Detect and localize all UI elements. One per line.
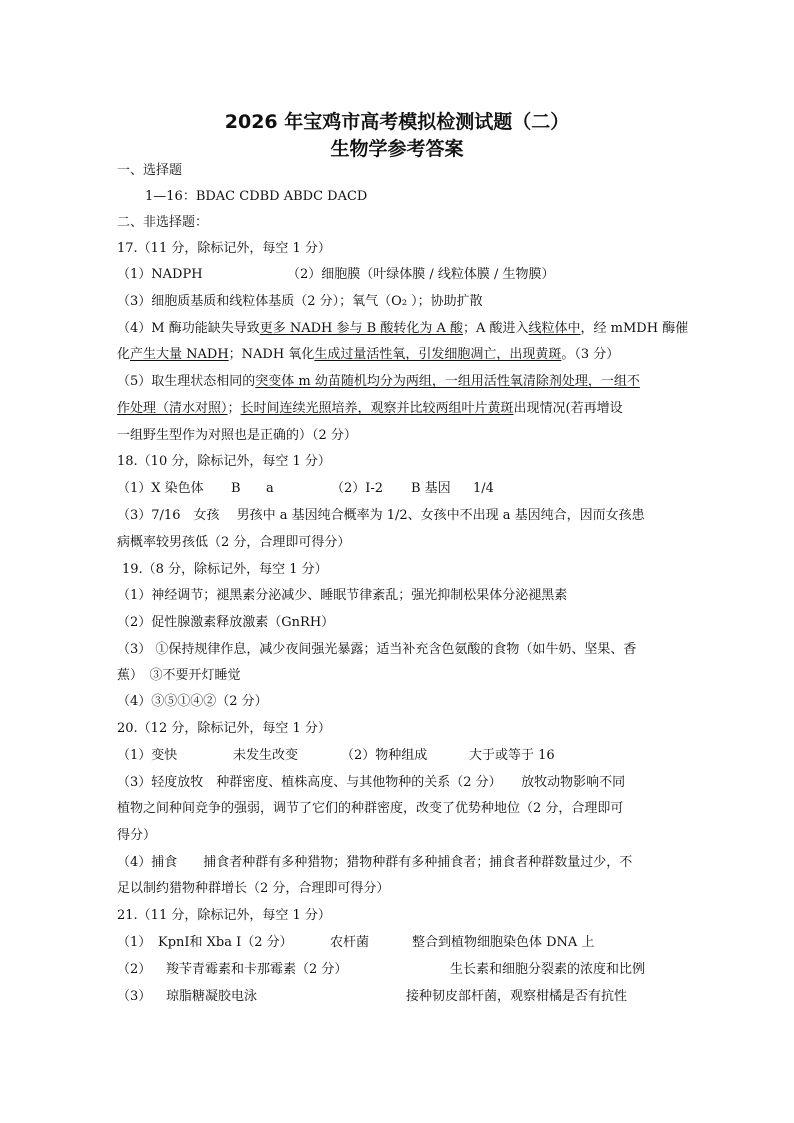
text-span: 生长素和细胞分裂素的浓度和比例	[450, 962, 646, 977]
text-span: 琼脂糖凝胶电泳	[166, 989, 258, 1004]
q18-answer-3: （3）7/16 女孩 男孩中 a 基因纯合概率为 1/2、女孩中不出现 a 基因纯合，因而女孩患	[117, 508, 645, 523]
q17-answer-3: （3）细胞质基质和线粒体基质（2 分）；氧气（O₂ ）；协助扩散	[117, 294, 483, 309]
text-span: B	[231, 481, 241, 496]
underlined-text: 线粒体中	[528, 321, 581, 336]
q20-answer-3-cont: 植物之间种间竞争的强弱，调节了它们的种群密度，改变了优势种地位（2 分，合理即可	[117, 801, 624, 816]
text-span: （1）X 染色体	[117, 481, 204, 496]
q20-answer-4-cont: 足以制约猎物种群增长（2 分，合理即可得分）	[117, 881, 390, 896]
q19-answer-1: （1）神经调节；褪黑素分泌减少、睡眠节律紊乱；强光抑制松果体分泌褪黑素	[117, 588, 568, 603]
q19-answer-2: （2）促性腺激素释放激素（GnRH）	[117, 615, 335, 630]
text-span: 大于或等于 16	[469, 748, 555, 763]
text-span: ，经 mMDH 酶催	[580, 321, 689, 336]
text-span: 。（3 分）	[561, 347, 620, 362]
q20-answer-3: （3）轻度放牧 种群密度、植株高度、与其他物种的关系（2 分） 放牧动物影响不同	[117, 775, 626, 790]
choice-answers: 1—16：BDAC CDBD ABDC DACD	[145, 189, 368, 204]
text-span: 接种韧皮部杆菌，观察柑橘是否有抗性	[406, 989, 628, 1004]
text-span: ；NADH 氧化	[228, 347, 315, 362]
q18-answer-3-cont: 病概率较男孩低（2 分，合理即可得分）	[117, 535, 351, 550]
text-span: 整合到植物细胞染色体 DNA 上	[412, 935, 595, 950]
text-span: 羧苄青霉素和卡那霉素（2 分）	[166, 962, 348, 977]
text-span: 1/4	[473, 481, 494, 496]
text-span: （3）	[117, 989, 152, 1004]
document-subtitle: 生物学参考答案	[330, 138, 464, 160]
q21-answer-1	[117, 934, 594, 952]
q21-answer-2	[117, 961, 645, 979]
document-title: 2026 年宝鸡市高考模拟检测试题（二）	[224, 111, 570, 133]
text-span: （5）取生理状态相同的	[117, 374, 256, 389]
q17-answer-4	[117, 320, 688, 338]
q21-heading: 21.（11 分，除标记外，每空 1 分）	[117, 908, 331, 923]
text-span: （4）M 酶功能缺失导致	[117, 321, 260, 336]
text-span: 出现情况(若再增设	[513, 401, 623, 416]
q20-answer-3-end: 得分）	[117, 828, 157, 843]
text-span: KpnⅠ和 Xba Ⅰ（2 分）	[158, 935, 293, 950]
text-span: B 基因	[411, 481, 451, 496]
q19-answer-3-cont: 蕉） ③不要开灯睡觉	[117, 668, 241, 683]
text-span: （2）	[117, 962, 152, 977]
q17-heading: 17.（11 分，除标记外，每空 1 分）	[117, 241, 331, 256]
q17-answer-5	[117, 373, 640, 391]
text-span: （1）变快	[117, 748, 178, 763]
q19-answer-4: （4）③⑤①④②（2 分）	[117, 694, 268, 709]
section-heading-choice: 一、选择题	[117, 163, 183, 178]
q20-heading: 20.（12 分，除标记外，每空 1 分）	[117, 721, 331, 736]
underlined-text: 长时间连续光照培养，观察并比较两组叶片黄斑	[240, 401, 514, 416]
text-span: （2）物种组成	[341, 748, 428, 763]
text-span: a	[266, 481, 274, 496]
underlined-text: 作处理（清水对照）	[117, 401, 228, 416]
q17-answer-1: （1）NADPH	[117, 267, 203, 282]
q18-answer-1	[117, 480, 494, 498]
q20-answer-1	[117, 747, 555, 765]
q21-answer-3	[117, 988, 627, 1006]
underlined-text: 更多 NADH 参与 B 酸转化为 A 酸	[259, 321, 463, 336]
underlined-text: 产生大量 NADH	[130, 347, 229, 362]
text-span: 农杆菌	[330, 935, 370, 950]
q17-answer-4-cont	[117, 346, 619, 364]
underlined-text: 生成过量活性氧，引发细胞凋亡，出现黄斑	[314, 347, 562, 362]
text-span: （2）Ⅰ-2	[331, 481, 384, 496]
text-span: 化	[117, 347, 131, 362]
text-span: 未发生改变	[233, 748, 299, 763]
q19-answer-3: （3） ①保持规律作息，减少夜间强光暴露；适当补充含色氨酸的食物（如牛奶、坚果、香	[117, 642, 637, 657]
q18-heading: 18.（10 分，除标记外，每空 1 分）	[117, 454, 331, 469]
q17-answer-5-end: 一组野生型作为对照也是正确的）（2 分）	[117, 428, 357, 443]
q20-answer-4: （4）捕食 捕食者种群有多种猎物；猎物种群有多种捕食者；捕食者种群数量过少，不	[117, 855, 633, 870]
text-span: ；	[227, 401, 241, 416]
q19-heading: 19.（8 分，除标记外，每空 1 分）	[122, 562, 328, 577]
text-span: （1）	[117, 935, 152, 950]
q17-answer-2: （2）细胞膜（叶绿体膜 / 线粒体膜 / 生物膜）	[287, 267, 555, 282]
section-heading-nonchoice: 二、非选择题：	[117, 215, 209, 230]
q17-line	[117, 266, 555, 284]
q17-answer-5-cont	[117, 400, 623, 418]
text-span: ；A 酸进入	[462, 321, 529, 336]
underlined-text: 突变体 m 幼苗随机均分为两组，一组用活性氧清除剂处理，一组不	[255, 374, 640, 389]
